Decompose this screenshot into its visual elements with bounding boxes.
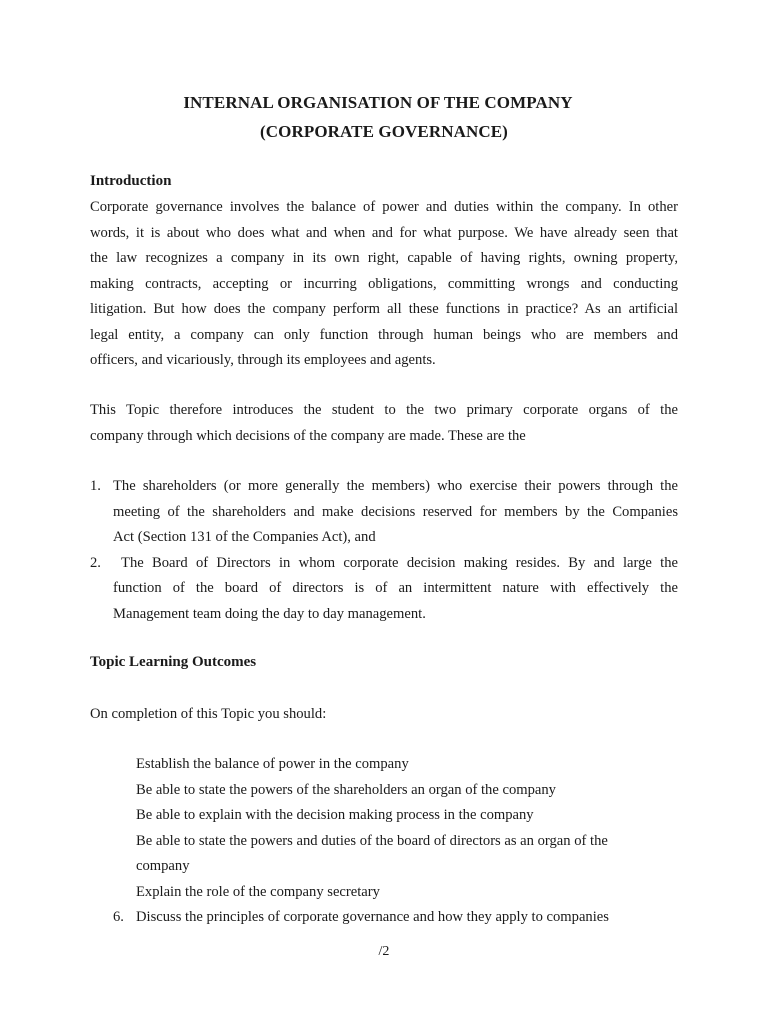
corporate-organs-list [90, 474, 678, 627]
learning-outcomes-heading: Topic Learning Outcomes [90, 654, 257, 670]
paragraph-line: On completion of this Topic you should: [90, 706, 327, 722]
outcome-item: Be able to state the powers of the shareholders an organ of the company [136, 781, 556, 798]
paragraph-line: Corporate governance involves the balance of power and duties within the company. In other [90, 199, 678, 215]
outcome-item: Explain the role of the company secretary [136, 883, 380, 900]
document-title-line-2: (CORPORATE GOVERNANCE) [260, 122, 508, 141]
list-item-line: function of the board of directors is of an intermittent nature with effectively the [113, 580, 678, 596]
list-item [90, 551, 678, 628]
learning-outcomes-lead [90, 702, 678, 728]
list-item-line: The Board of Directors in whom corporate decision making resides. By and large the [113, 554, 678, 571]
document-title-line-1: INTERNAL ORGANISATION OF THE COMPANY [183, 93, 573, 112]
list-item-number: 1. [90, 478, 101, 494]
outcome-item-text: Discuss the principles of corporate governance and how they apply to companies [136, 909, 609, 925]
list-item-number: 2. [90, 554, 101, 571]
introduction-paragraph [90, 195, 678, 374]
outcome-item: company [136, 858, 190, 874]
outcome-item: Establish the balance of power in the company [136, 756, 409, 772]
paragraph-line: officers, and vicariously, through its employees and agents. [90, 352, 436, 368]
introduction-heading: Introduction [90, 173, 172, 189]
paragraph-line: making contracts, accepting or incurring obligations, committing wrongs and conducting [90, 275, 678, 292]
list-item-number: 6. [113, 909, 124, 925]
paragraph-line: the law recognizes a company in its own right, capable of having rights, owning property, [90, 250, 678, 266]
paragraph-line: This Topic therefore introduces the student to the two primary corporate organs of the [90, 402, 678, 418]
paragraph-line: company through which decisions of the company are made. These are the [90, 427, 526, 444]
list-item-line: The shareholders (or more generally the members) who exercise their powers through the [113, 478, 678, 494]
list-item-line: meeting of the shareholders and make decisions reserved for members by the Companies [113, 503, 678, 520]
list-item-line: Act (Section 131 of the Companies Act), and [113, 529, 376, 545]
paragraph-line: litigation. But how does the company perform all these functions in practice? As an artificial [90, 301, 678, 317]
learning-outcomes-list [113, 752, 696, 931]
outcome-item-numbered [113, 905, 696, 931]
outcome-item: Be able to state the powers and duties of the board of directors as an organ of the [136, 832, 608, 849]
list-item-line: Management team doing the day to day management. [113, 605, 426, 622]
paragraph-line: words, it is about who does what and when and for what purpose. We have already seen that [90, 224, 678, 241]
page-number: /2 [378, 944, 390, 959]
topic-intro-paragraph [90, 398, 678, 449]
paragraph-line: legal entity, a company can only function through human beings who are members and [90, 326, 678, 343]
list-item [90, 474, 678, 551]
outcome-item: Be able to explain with the decision making process in the company [136, 807, 534, 823]
